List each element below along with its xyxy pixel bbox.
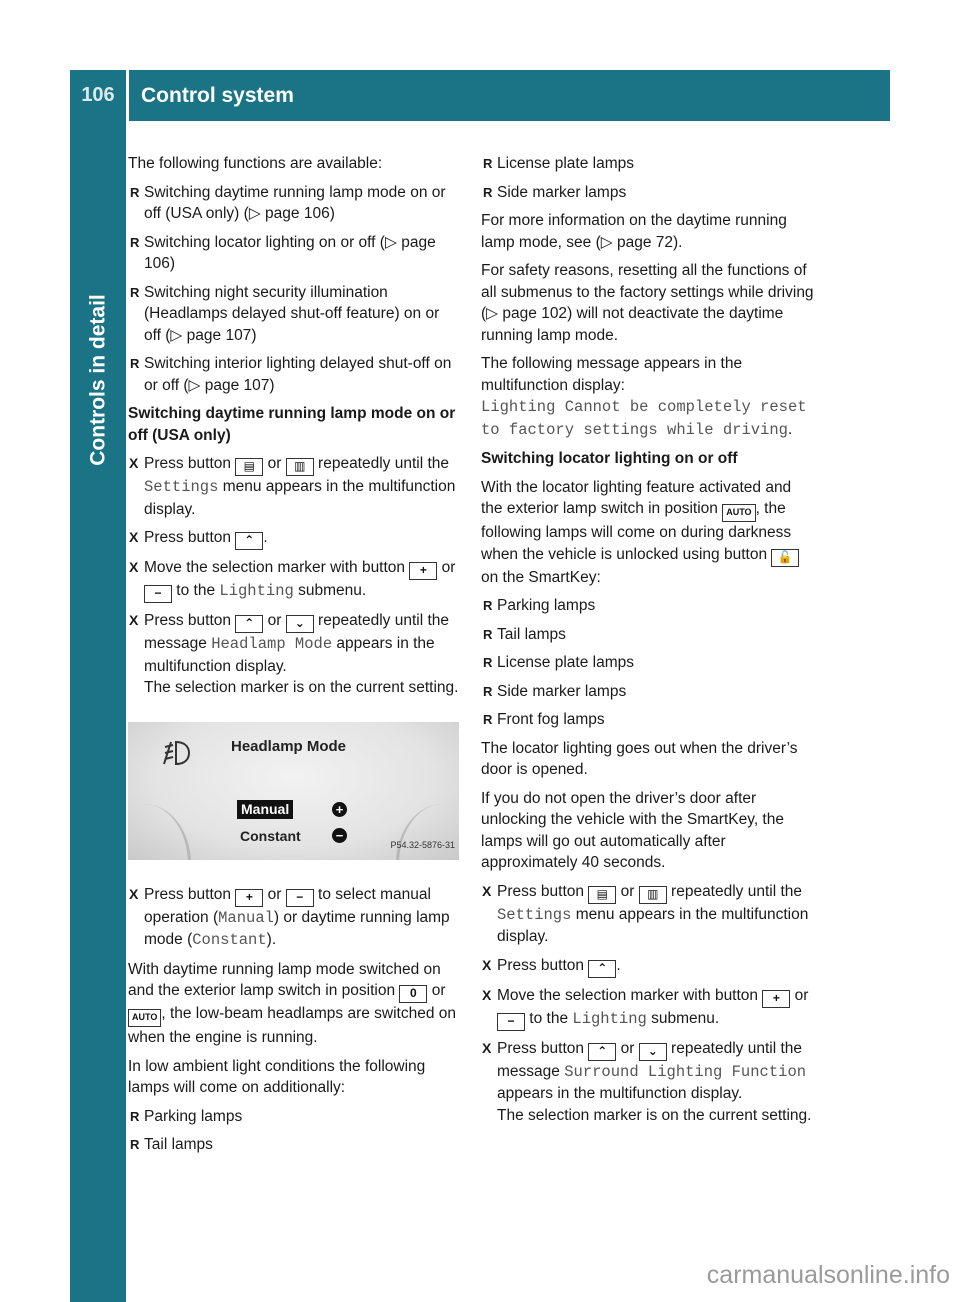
page-number: 106 (81, 83, 115, 106)
zero-icon: 0 (399, 985, 427, 1003)
step-item: X Press button + or − to select manual operation (Manual) or daytime running lamp mode (Constant). (128, 884, 460, 952)
right-column (481, 153, 814, 1133)
side-tab-label: Controls in detail (86, 294, 110, 466)
paragraph: In low ambient light conditions the following lamps will come on additionally: (128, 1057, 426, 1096)
arrow-down-icon: ⌄ (286, 615, 314, 633)
minus-icon: − (332, 828, 347, 843)
list-item: R Switching interior lighting delayed shut-off on or off (▷ page 107) (128, 353, 460, 396)
arrow-up-icon: ⌃ (235, 615, 263, 633)
list-item: R Parking lamps (128, 1106, 460, 1128)
paragraph: The following message appears in the multifunction display: Lighting Cannot be completely reset to factory settings while driving. (481, 355, 807, 439)
minus-icon: − (497, 1013, 525, 1031)
unlock-icon: 🔓 (771, 549, 799, 567)
auto-icon: AUTO (128, 1009, 161, 1027)
list-item: R Parking lamps (481, 595, 814, 617)
menu-right-icon: ▥ (639, 886, 667, 904)
triangle-right-icon: ▷ (170, 326, 187, 344)
step-item: X Press button ▤ or ▥ repeatedly until the Settings menu appears in the multifunction display. (481, 881, 814, 948)
display-message: Lighting Cannot be completely reset to factory settings while driving (481, 398, 807, 439)
menu-left-icon: ▤ (235, 458, 263, 476)
chapter-title: Control system (141, 83, 294, 107)
list-item: R Side marker lamps (481, 182, 814, 204)
figure-code: P54.32-5876-31 (390, 840, 455, 850)
display-title: Headlamp Mode (231, 737, 347, 755)
display-text: Manual (218, 908, 274, 927)
arrow-up-icon: ⌃ (588, 1043, 616, 1061)
page-reference-link[interactable]: page 107 (186, 326, 252, 344)
headlamp-icon (162, 738, 192, 768)
triangle-right-icon: ▷ (188, 376, 205, 394)
step-item: X Press button ⌃ or ⌄ repeatedly until the message Headlamp Mode appears in the multifunction display. The selection marker is on the current setting. (128, 610, 460, 699)
triangle-right-icon: ▷ (384, 233, 402, 251)
triangle-right-icon: ▷ (248, 205, 266, 222)
auto-icon: AUTO (722, 504, 755, 522)
list-item: R Switching daytime running lamp mode on or off (USA only) (▷ page 106) (128, 182, 460, 225)
plus-icon: + (762, 990, 790, 1008)
list-item: R Front fog lamps (481, 709, 814, 731)
arrow-down-icon: ⌄ (639, 1043, 667, 1061)
display-text: Lighting (572, 1009, 647, 1028)
watermark: carmanualsonline.info (706, 1261, 950, 1289)
triangle-right-icon: ▷ (486, 305, 503, 322)
display-text: Lighting (219, 582, 294, 600)
list-item: R License plate lamps (481, 153, 814, 175)
step-item: X Press button ⌃ or ⌄ repeatedly until the message Surround Lighting Function appears in the multifunction display. The selection marker is on the current setting. (481, 1038, 814, 1127)
page-reference-link[interactable]: page 107 (204, 376, 270, 394)
paragraph: With the locator lighting feature activated and the exterior lamp switch in position AUTO , the following lamps will come on during darkness when the vehicle is unlocked using button 🔓 on the SmartKey: (481, 477, 814, 589)
arrow-up-icon: ⌃ (588, 960, 616, 978)
arrow-up-icon: ⌃ (235, 532, 263, 550)
paragraph: With daytime running lamp mode switched on and the exterior lamp switch in position 0 or AUTO , the low-beam headlamps are switched on when the engine is running. (128, 960, 457, 1046)
list-item: R License plate lamps (481, 652, 814, 674)
paragraph: For safety reasons, resetting all the functions of all submenus to the factory settings while driving (▷ page 102) will not deactivate the daytime running lamp mode. (481, 262, 814, 344)
triangle-right-icon: ▷ (600, 233, 617, 251)
intro-text: The following functions are available: (128, 155, 383, 172)
header-divider (126, 70, 129, 121)
page-header (70, 70, 890, 121)
step-item: X Move the selection marker with button + or − to the Lighting submenu. (128, 557, 460, 603)
paragraph: If you do not open the driver’s door after unlocking the vehicle with the SmartKey, the lamps will go out automatically after approximately 40 seconds. (481, 789, 784, 871)
list-item: R Switching night security illumination (Headlamps delayed shut-off feature) on or off (▷ page 107) (128, 282, 460, 347)
display-text: Settings (497, 905, 572, 924)
plus-icon: + (235, 889, 263, 907)
page-reference-link[interactable]: page 106 (265, 205, 330, 222)
minus-icon: − (144, 585, 172, 603)
plus-icon: + (332, 802, 347, 817)
list-item: R Switching locator lighting on or off (▷ page 106) (128, 232, 460, 275)
list-item: R Tail lamps (128, 1134, 460, 1156)
paragraph: The locator lighting goes out when the driver’s door is opened. (481, 739, 798, 778)
page-reference-link[interactable]: page 72 (616, 233, 674, 251)
display-text: Constant (192, 931, 267, 949)
paragraph: For more information on the daytime running lamp mode, see (▷ page 72). (481, 212, 787, 251)
minus-icon: − (286, 889, 314, 907)
menu-right-icon: ▥ (286, 458, 314, 476)
step-item: X Move the selection marker with button + or − to the Lighting submenu. (481, 985, 814, 1031)
left-column (128, 153, 460, 1163)
display-figure (128, 722, 459, 860)
menu-left-icon: ▤ (588, 886, 616, 904)
display-option-selected: Manual (237, 800, 293, 819)
display-text: Headlamp Mode (211, 635, 333, 653)
step-item: X Press button ⌃ . (481, 955, 814, 978)
section-heading: Switching locator lighting on or off (481, 450, 738, 467)
display-text: Surround Lighting Function (564, 1062, 807, 1081)
page-reference-link[interactable]: page 102 (502, 305, 568, 322)
step-item: X Press button ⌃ . (128, 527, 460, 550)
section-heading: Switching daytime running lamp mode on or off (USA only) (128, 405, 456, 444)
step-item: X Press button ▤ or ▥ repeatedly until the Settings menu appears in the multifunction display. (128, 453, 460, 520)
plus-icon: + (409, 562, 437, 580)
list-item: R Tail lamps (481, 624, 814, 646)
page-reference-link[interactable]: page 106 (144, 233, 436, 272)
display-text: Settings (144, 478, 219, 496)
display-option: Constant (240, 827, 301, 844)
list-item: R Side marker lamps (481, 681, 814, 703)
